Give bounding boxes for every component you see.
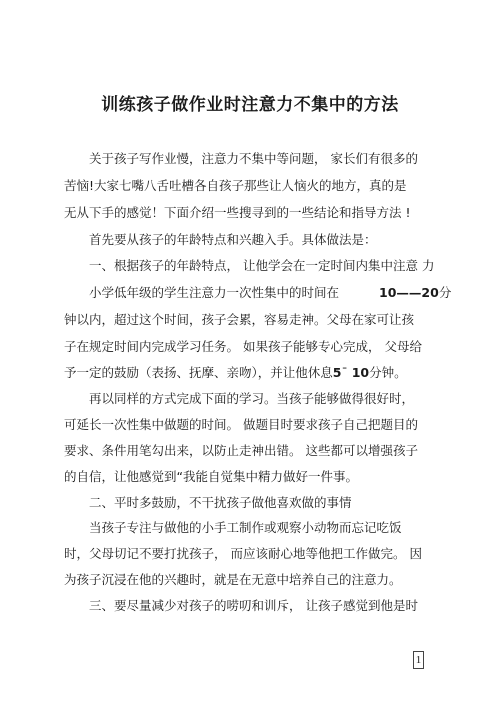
text-line: 的自信，让他感觉到“我能自觉集中精力做好一件事。 — [64, 469, 358, 484]
text-line: 为孩子沉浸在他的兴趣时，就是在无意中培养自己的注意力。 — [64, 572, 402, 587]
rest-time-start: 5 — [332, 365, 342, 380]
document-title: 训练孩子做作业时注意力不集中的方法 — [101, 95, 399, 115]
text-line: 钟以内，超过这个时间，孩子会累，容易走神。父母在家可让孩 — [64, 312, 415, 327]
page-number: 1 — [413, 651, 424, 669]
text-line: 要求、条件用笔勾出来，以防止走神出错。 这些都可以增强孩子 — [64, 443, 418, 458]
text-line — [64, 364, 407, 382]
text-line: 一、根据孩子的年龄特点， 让他学会在一定时间内集中注意 力 — [89, 258, 435, 273]
text-line: 再以同样的方式完成下面的学习。当孩子能够做得很好时， — [89, 391, 415, 406]
time-range: 10——20 — [379, 285, 439, 300]
rest-time-unit: 分钟。 — [369, 365, 407, 380]
text-line: 二、平时多鼓励，不干扰孩子做他喜欢做的事情 — [89, 495, 352, 510]
text-line-part: 小学低年级的学生注意力一次性集中的时间在 — [89, 285, 340, 300]
text-line: 子在规定时间内完成学习任务。 如果孩子能够专心完成， 父母给 — [64, 339, 422, 354]
text-line: 首先要从孩子的年龄特点和兴趣入手。具体做法是： — [89, 232, 377, 247]
text-line-part: 予一定的鼓励（表扬、抚摩、亲吻），并让他休息 — [64, 365, 333, 380]
text-line: 当孩子专注与做他的小手工制作或观察小动物而忘记吃饭 — [89, 520, 402, 535]
text-line: 无从下手的感觉！下面介绍一些搜寻到的一些结论和指导方法 ! — [64, 205, 411, 220]
text-line: 可延长一次性集中做题的时间。 做题目时要求孩子自己把题目的 — [64, 417, 418, 432]
text-line: 三、要尽量减少对孩子的唠叨和训斥， 让孩子感觉到他是时 — [89, 598, 418, 613]
text-line: 关于孩子写作业慢，注意力不集中等问题， 家长们有很多的 — [89, 151, 418, 166]
time-unit: 分 — [438, 285, 452, 300]
text-line: 时，父母切记不要打扰孩子， 而应该耐心地等他把工作做完。 因 — [64, 546, 422, 561]
text-line — [89, 284, 451, 302]
rest-time-end: 10 — [351, 365, 370, 380]
rest-time-sep: ¯ — [341, 365, 352, 380]
text-line: 苦恼!大家七嘴八舌吐槽各自孩子那些让人恼火的地方，真的是 — [64, 178, 407, 193]
